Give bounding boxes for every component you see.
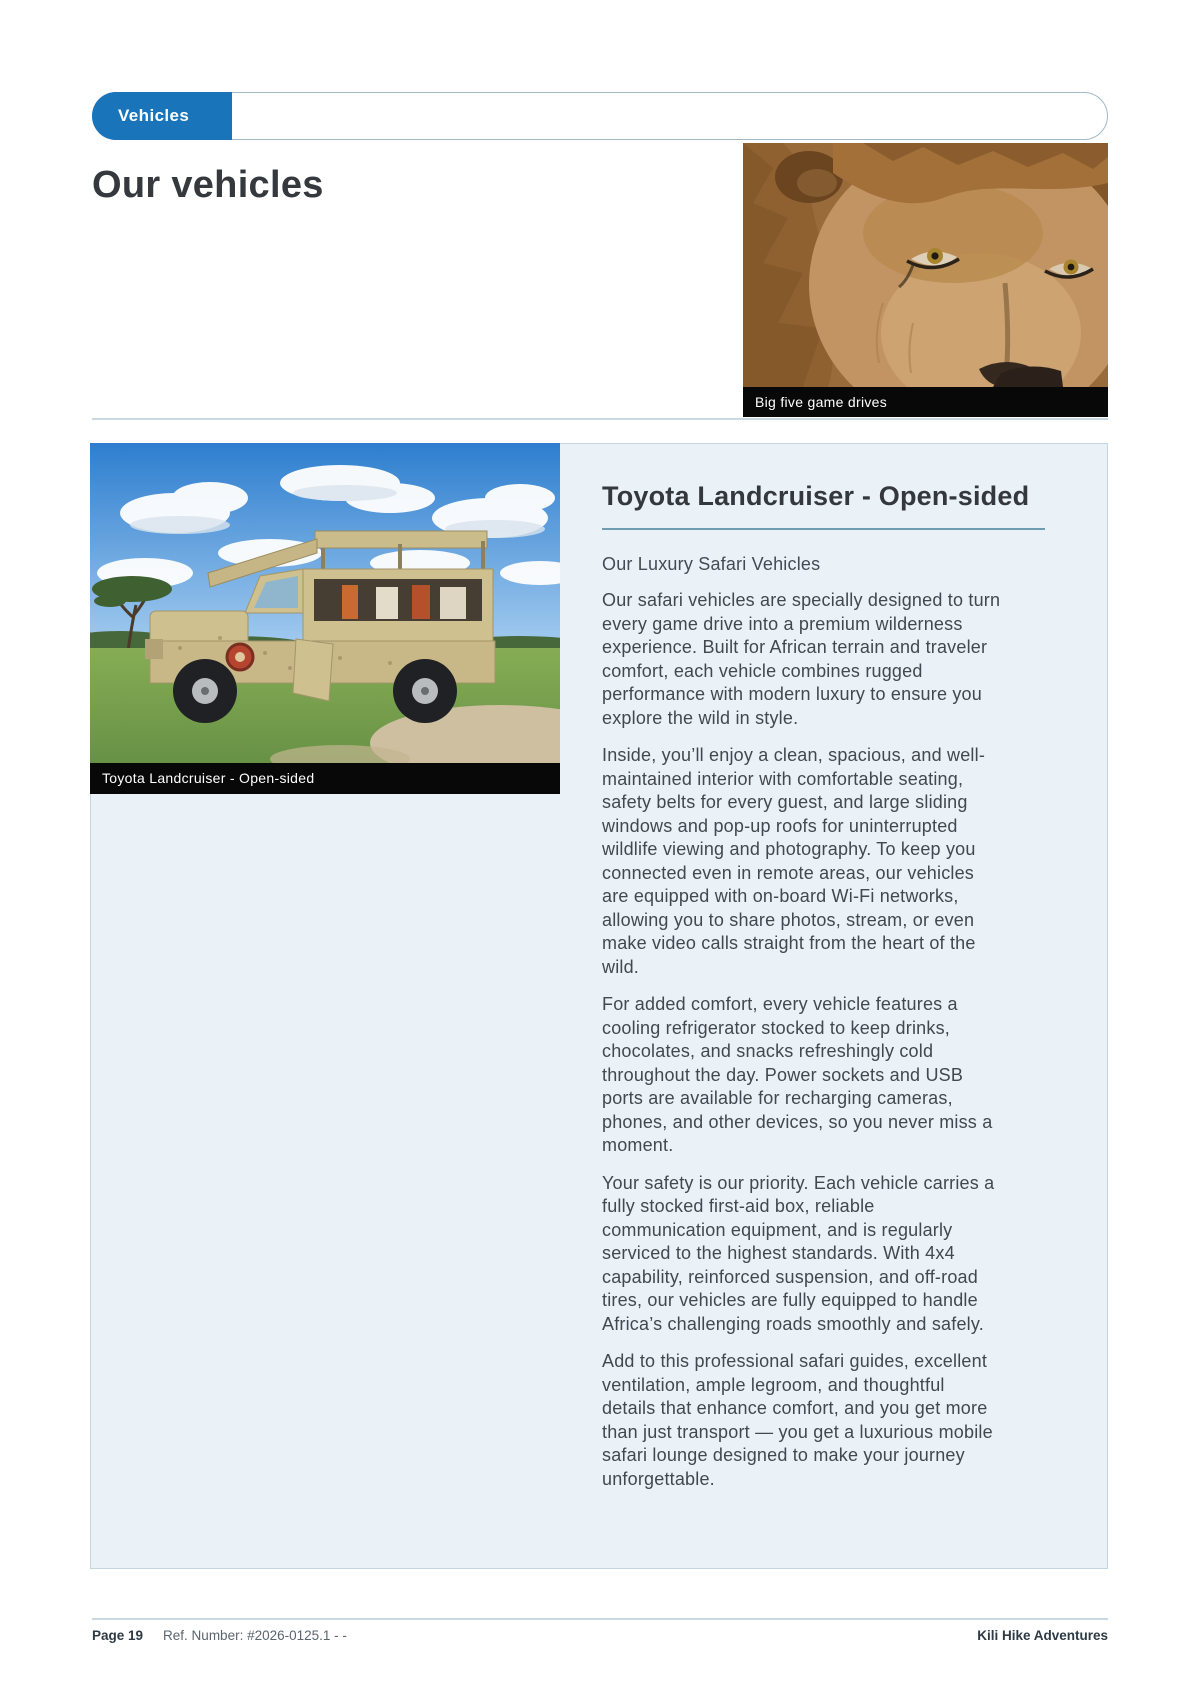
section-text-column (602, 455, 1045, 1505)
body-paragraph: For added comfort, every vehicle features a cooling refrigerator stocked to keep drinks, chocolates, and snacks refreshingly cold throughout the day. Power sockets and USB ports are available for recharging cameras, phones, and other devices, so you never miss a moment. (602, 994, 993, 1155)
footer-left (92, 1628, 347, 1643)
body-paragraph: Inside, you’ll enjoy a clean, spacious, and well-maintained interior with comfortable seating, safety belts for every guest, and large sliding windows and pop-up roofs for uninterrupted wildlife viewing and photography. To keep you connected even in remote areas, our vehicles are equipped with on-board Wi-Fi networks, allowing you to share photos, stream, or even make video calls straight from the heart of the wild. (602, 745, 986, 977)
body-paragraph: Your safety is our priority. Each vehicle carries a fully stocked first-aid box, reliable communication equipment, and is regularly serviced to the highest standards. With 4x4 capability, reinforced suspension, and off-road tires, our vehicles are fully equipped to handle Africa’s challenging roads smoothly and safely. (602, 1172, 995, 1334)
section-heading: Toyota Landcruiser - Open-sided (602, 481, 1030, 511)
heading-underline (602, 528, 1045, 530)
vehicle-caption: Toyota Landcruiser - Open-sided (90, 763, 560, 794)
header-divider (92, 418, 1108, 420)
brand-name: Kili Hike Adventures (977, 1628, 1108, 1643)
section-tab-outline (92, 92, 1108, 140)
footer (92, 1628, 1108, 1643)
page-number: Page 19 (92, 1628, 144, 1643)
section-tab-label: Vehicles (118, 106, 190, 125)
page-title: Our vehicles (92, 164, 324, 206)
body-paragraph: Our safari vehicles are specially designed to turn every game drive into a premium wilderness experience. Built for African terrain and traveler comfort, each vehicle combines rugged performance with modern luxury to ensure you explore the wild in style. (602, 590, 1001, 728)
section-tab (92, 92, 232, 140)
vehicle-figure (90, 443, 560, 794)
hero-figure (743, 143, 1108, 417)
body-paragraph: Add to this professional safari guides, excellent ventilation, ample legroom, and thoughtful details that enhance comfort, and you get more than just transport — you get a luxurious mobile safari lounge designed to make your journey unforgettable. (602, 1351, 993, 1489)
lion-image (743, 143, 1108, 387)
hero-caption: Big five game drives (743, 387, 1108, 417)
section-subtitle: Our Luxury Safari Vehicles (602, 554, 821, 574)
footer-divider (92, 1618, 1108, 1620)
vehicle-image (90, 443, 560, 763)
paragraph-list (602, 589, 1045, 1491)
ref-number: Ref. Number: #2026-0125.1 - - (163, 1628, 347, 1643)
